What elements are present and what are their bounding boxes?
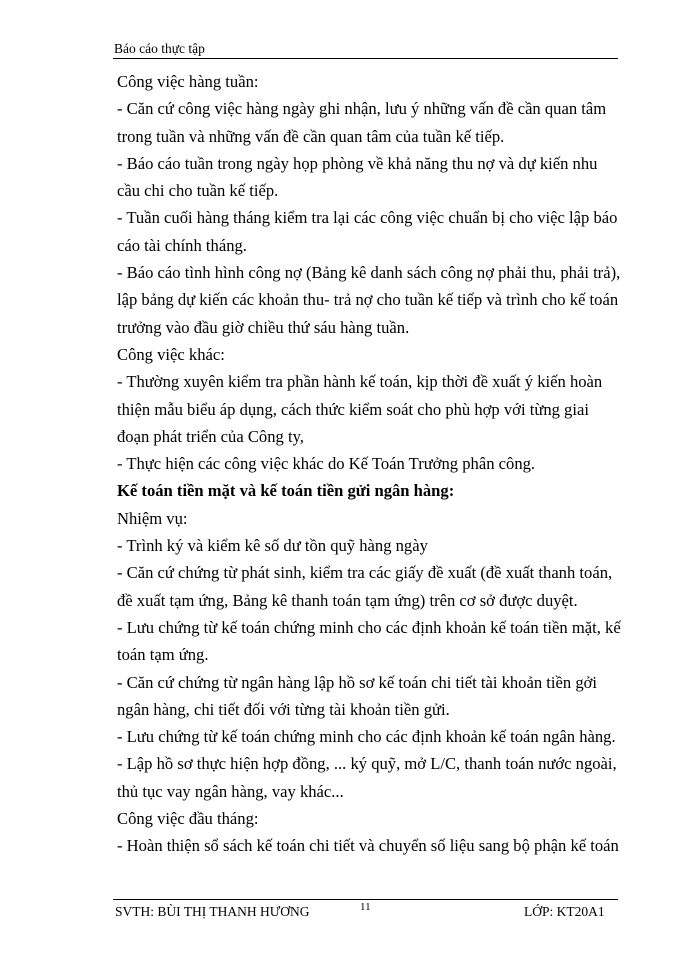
body-line: - Báo cáo tuần trong ngày họp phòng về khả năng thu nợ và dự kiến nhu [117,153,598,173]
body-line: trong tuần và những vấn đề cần quan tâm của tuần kế tiếp. [117,126,505,146]
body-line: thủ tục vay ngân hàng, vay khác... [117,781,344,801]
document-body [117,68,621,860]
body-line: đoạn phát triển của Công ty, [117,426,304,446]
body-line: toán tạm ứng. [117,645,209,665]
body-line: lập bảng dự kiến các khoản thu- trả nợ cho tuần kế tiếp và trình cho kế toán [117,290,619,310]
header-divider [113,58,618,59]
body-line: thiện mẫu biểu áp dụng, cách thức kiểm soát cho phù hợp với từng giai [117,399,589,419]
page-header: Báo cáo thực tập [114,41,205,56]
body-line: - Lưu chứng từ kế toán chứng minh cho các định khoản kế toán tiền mặt, kế [117,617,621,637]
body-line: - Lập hồ sơ thực hiện hợp đồng, ... ký quỹ, mở L/C, thanh toán nước ngoài, [117,754,617,774]
body-line: cáo tài chính tháng. [117,235,247,255]
body-line: - Căn cứ công việc hàng ngày ghi nhận, lưu ý những vấn đề cần quan tâm [117,99,607,119]
page-number: 11 [360,901,371,913]
body-line: - Thường xuyên kiểm tra phần hành kế toán, kịp thời đề xuất ý kiến hoàn [117,372,603,392]
body-line: ngân hàng, chi tiết đối với từng tài khoản tiền gửi. [117,699,450,719]
footer-student-name: SVTH: BÙI THỊ THANH HƯƠNG [115,904,310,919]
body-line: - Thực hiện các công việc khác do Kế Toán Trưởng phân công. [117,454,536,474]
body-line: - Lưu chứng từ kế toán chứng minh cho các định khoản kế toán ngân hàng. [117,727,616,747]
body-line: cầu chi cho tuần kế tiếp. [117,181,279,201]
section-heading: Kế toán tiền mặt và kế toán tiền gửi ngân hàng: [117,481,455,501]
footer-class: LỚP: KT20A1 [524,904,605,919]
body-line: - Căn cứ chứng từ phát sinh, kiểm tra các giấy đề xuất (đề xuất thanh toán, [117,563,613,583]
body-line: Nhiệm vụ: [117,508,188,528]
body-line: - Hoàn thiện sổ sách kế toán chi tiết và chuyển số liệu sang bộ phận kế toán [117,836,619,856]
body-line: trưởng vào đầu giờ chiều thứ sáu hàng tuần. [117,317,410,337]
body-line: Công việc khác: [117,344,225,364]
body-line: - Tuần cuối hàng tháng kiểm tra lại các công việc chuẩn bị cho việc lập báo [117,208,618,228]
body-line: đề xuất tạm ứng, Bảng kê thanh toán tạm ứng) trên cơ sở được duyệt. [117,590,578,610]
body-line: Công việc đầu tháng: [117,809,259,829]
body-line: - Trình ký và kiểm kê số dư tồn quỹ hàng ngày [117,536,428,556]
body-line: - Báo cáo tình hình công nợ (Bảng kê danh sách công nợ phải thu, phải trả), [117,263,621,283]
body-line: - Căn cứ chứng từ ngân hàng lập hồ sơ kế toán chi tiết tài khoản tiền gởi [117,672,598,692]
body-line: Công việc hàng tuần: [117,72,259,91]
